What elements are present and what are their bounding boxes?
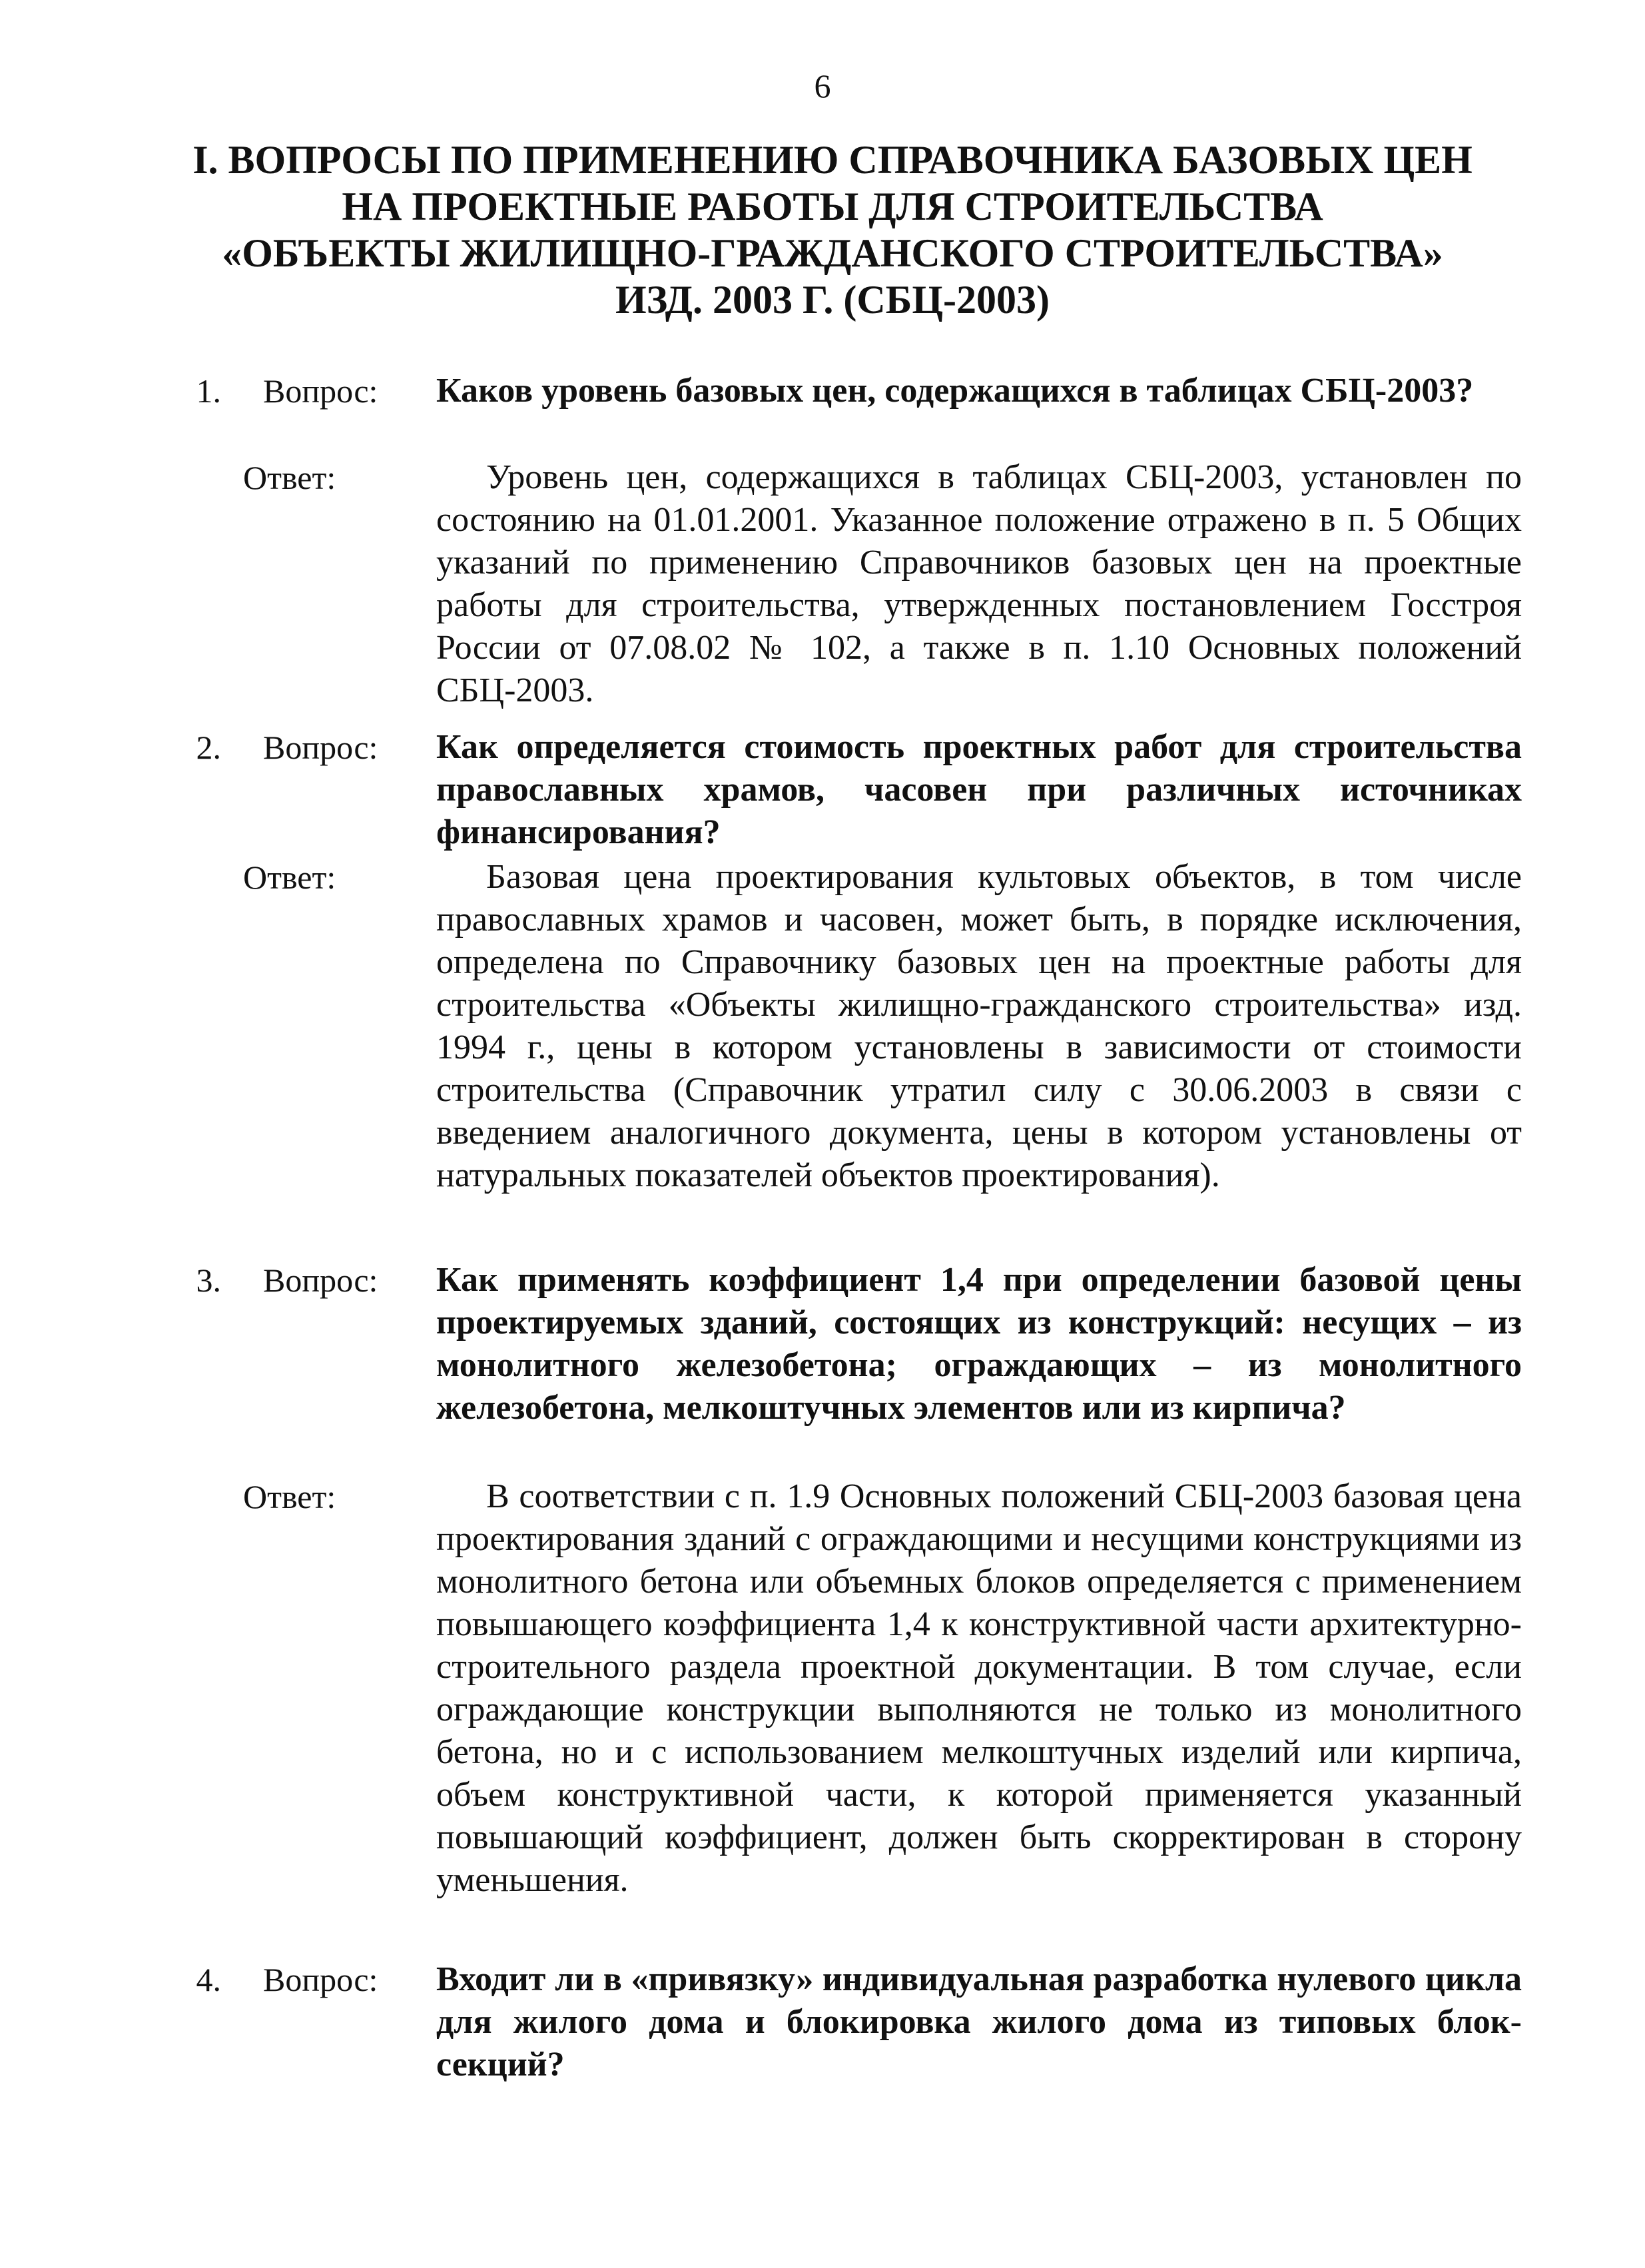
answer-label: Ответ: [243, 459, 336, 496]
item-number: 1. [196, 372, 221, 410]
section-heading [133, 137, 1532, 323]
heading-line-2: НА ПРОЕКТНЫЕ РАБОТЫ ДЛЯ СТРОИТЕЛЬСТВА [342, 185, 1323, 228]
answer-text: Уровень цен, содержащихся в таблицах СБЦ-2003, установлен по состоянию на 01.01.2001. Указанное положение отражено в п. 5 Общих указаний по применению Справочников базовых цен на проектные работы для строительства, утвержденных постановлением Госстроя России от 07.08.02 № 102, а также в п. 1.10 Основных положений СБЦ-2003. [436, 458, 1522, 709]
question-text: Как применять коэффициент 1,4 при определении базовой цены проектируемых зданий, состоящих из конструкций: несущих – из монолитного железобетона; ограждающих – из монолитного железобетона, мелкоштучных элементов или из кирпича? [436, 1261, 1522, 1427]
answer-label: Ответ: [243, 859, 336, 896]
question-label: Вопрос: [263, 1961, 378, 1998]
answer-text: В соответствии с п. 1.9 Основных положений СБЦ-2003 базовая цена проектирования зданий с ограждающими и несущими конструкциями из монолитного бетона или объемных блоков определяется с применением повышающего коэффициента 1,4 к конструктивной части архитектурно-строительного раздела проектной документации. В том случае, если ограждающие конструкции выполняются не только из монолитного бетона, но и с использованием мелкоштучных изделий или кирпича, объем конструктивной части, к которой применяется указанный повышающий коэффициент, должен быть скорректирован в сторону уменьшения. [436, 1477, 1522, 1899]
item-number: 3. [196, 1262, 221, 1299]
question-text: Каков уровень базовых цен, содержащихся в таблицах СБЦ-2003? [436, 372, 1474, 410]
question-text: Входит ли в «привязку» индивидуальная разработка нулевого цикла для жилого дома и блокировка жилого дома из типовых блок-секций? [436, 1960, 1522, 2083]
question-label: Вопрос: [263, 372, 378, 410]
question-label: Вопрос: [263, 729, 378, 766]
question-text: Как определяется стоимость проектных работ для строительства православных храмов, часовен при различных источниках финансирования? [436, 728, 1522, 851]
heading-line-4: ИЗД. 2003 Г. (СБЦ-2003) [615, 278, 1050, 322]
item-number: 2. [196, 729, 221, 766]
answer-text: Базовая цена проектирования культовых объектов, в том числе православных храмов и часовен, может быть, в порядке исключения, определена по Справочнику базовых цен на проектные работы для строительства «Объекты жилищно-гражданского строительства» изд. 1994 г., цены в котором установлены в зависимости от стоимости строительства (Справочник утратил силу с 30.06.2003 в связи с введением аналогичного документа, цены в котором установлены от натуральных показателей объектов проектирования). [436, 858, 1522, 1194]
heading-line-1: I. ВОПРОСЫ ПО ПРИМЕНЕНИЮ СПРАВОЧНИКА БАЗОВЫХ ЦЕН [192, 138, 1473, 182]
answer-label: Ответ: [243, 1478, 336, 1515]
heading-line-3: «ОБЪЕКТЫ ЖИЛИЩНО-ГРАЖДАНСКОГО СТРОИТЕЛЬСТВА» [222, 231, 1443, 275]
page-number: 6 [814, 67, 831, 105]
item-number: 4. [196, 1961, 221, 1998]
question-label: Вопрос: [263, 1262, 378, 1299]
